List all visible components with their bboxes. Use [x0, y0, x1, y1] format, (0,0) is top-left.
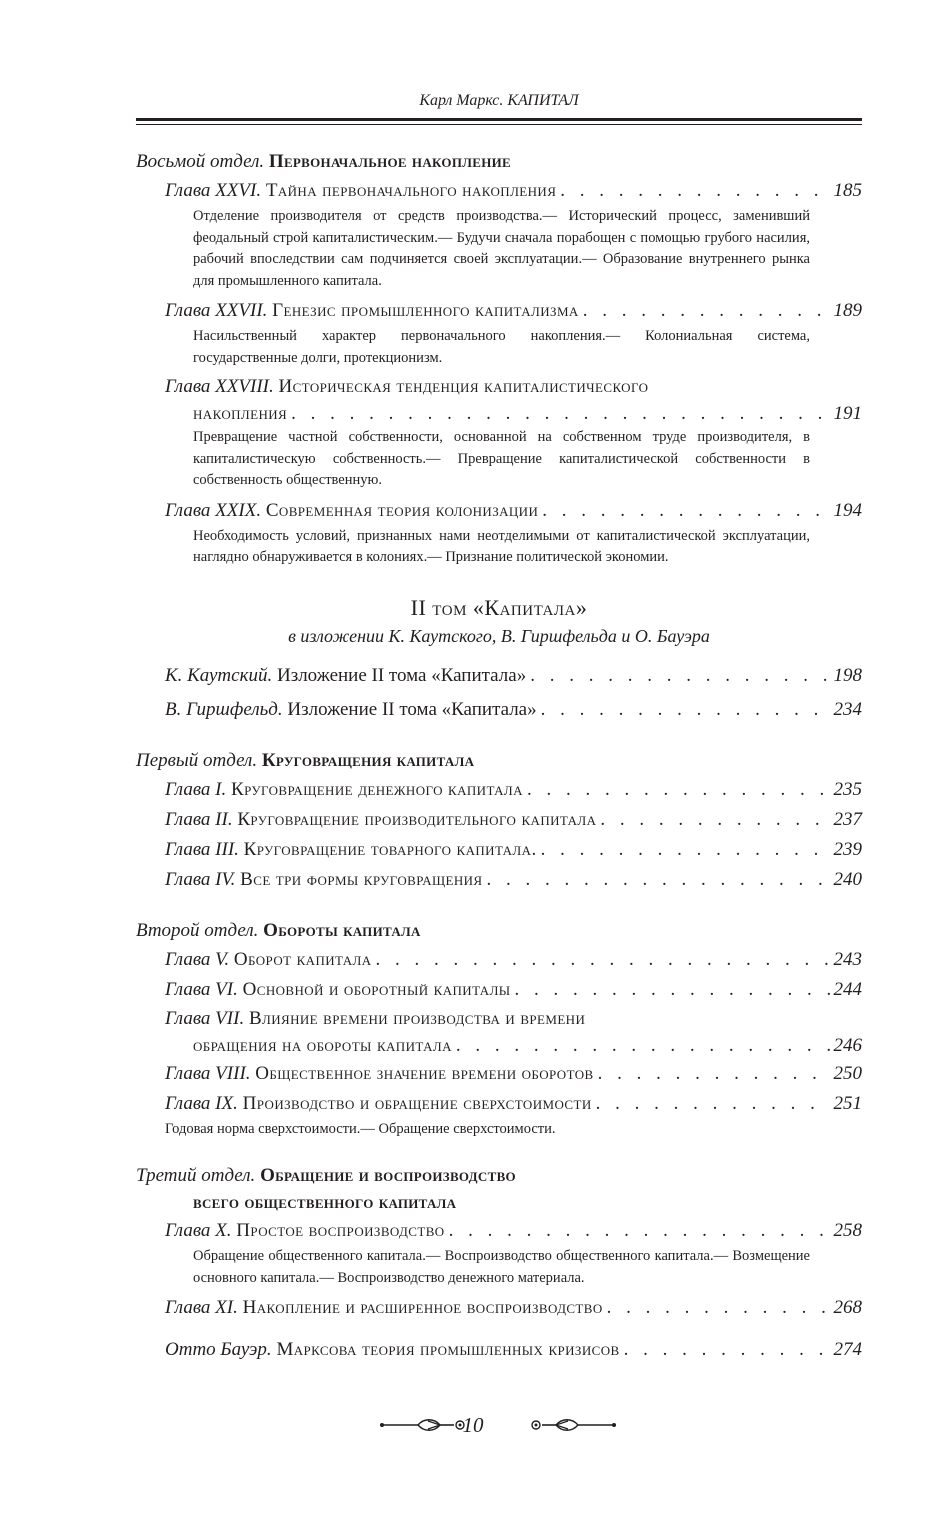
toc-entry[interactable]: Глава XXVI. Тайна первоначального накопления . . . 185 [136, 176, 862, 206]
page-footer [0, 1410, 946, 1440]
toc-entry-line[interactable]: Глава XXVIII. Историческая тенденция капиталистического [165, 376, 649, 397]
running-head: Карл Маркс. КАПИТАЛ [419, 92, 579, 109]
header-rule-thin [136, 124, 862, 125]
page-number: 251 [833, 1092, 862, 1114]
toc-entry[interactable]: К. Каутский. Изложение II тома «Капитала» . . . 198 [136, 661, 862, 691]
leader-dots [598, 1059, 830, 1089]
page-number: 274 [833, 1339, 862, 1360]
toc-entry[interactable]: Отто Бауэр. Марксова теория промышленных кризисов . . . 274 [136, 1335, 862, 1365]
leader-dots [600, 805, 829, 835]
section-title-cont: всего общественного капитала [193, 1192, 457, 1213]
table-of-contents [136, 148, 862, 1365]
page-number: 189 [833, 300, 862, 321]
toc-entry[interactable]: Глава IX. Производство и обращение сверхстоимости . . . 251 [136, 1089, 862, 1119]
leader-dots [541, 695, 830, 725]
chapter-description: Необходимость условий, признанных нами неотделимыми от капиталистической эксплуатации, наглядно обнаруживается в колониях.— Признание политической экономии. [193, 527, 810, 565]
leader-dots [583, 296, 830, 326]
page-number: 239 [833, 838, 862, 860]
toc-entry[interactable]: Глава III. Круговращение товарного капитала. . . . 239 [136, 835, 862, 865]
toc-entry[interactable]: Глава VI. Основной и оборотный капиталы . . . 244 [136, 975, 862, 1005]
page-number: 243 [833, 948, 862, 970]
page-number: 185 [833, 180, 862, 201]
page-number: 234 [833, 698, 862, 720]
page-number: 235 [833, 778, 862, 800]
page-number: 268 [833, 1297, 862, 1318]
ornament-right-icon [528, 1416, 618, 1434]
toc-entry[interactable]: Глава XI. Накопление и расширенное воспроизводство . . . 268 [136, 1293, 862, 1323]
leader-dots [456, 1033, 830, 1059]
section-title: Первый отдел. Круговращения капитала [136, 749, 475, 771]
chapter-description: Насильственный характер первоначального накопления.— Колониальная система, государственные долги, протекционизм. [193, 328, 810, 366]
leader-dots [624, 1335, 830, 1365]
chapter-description: Отделение производителя от средств производства.— Исторический процесс, заменивший феодальный строй капиталистическим.— Будучи сначала порабощен с помощью грубого насилия, рабочий впоследствии сам подчиняется своей эксплуатации.— Образование внутреннего рынка для промышленного капитала. [193, 208, 810, 289]
toc-entry[interactable]: Глава VIII. Общественное значение времени оборотов . . . 250 [136, 1059, 862, 1089]
page-number: 194 [833, 499, 862, 521]
toc-entry[interactable]: Глава I. Круговращение денежного капитала . . . 235 [136, 775, 862, 805]
page-number: 240 [833, 868, 862, 890]
toc-entry[interactable]: Глава XXVII. Генезис промышленного капитализма . . . 189 [136, 296, 862, 326]
toc-entry[interactable]: Глава II. Круговращение производительного капитала . . . 237 [136, 805, 862, 835]
page-number: 250 [833, 1062, 862, 1084]
page-number: 258 [833, 1220, 862, 1241]
leader-dots [527, 775, 830, 805]
leader-dots [560, 176, 829, 206]
chapter-description: Превращение частной собственности, основанной на собственном труде производителя, в капиталистическую собственность.— Превращение капиталистической собственности в собственность общественную. [193, 429, 810, 488]
leader-dots [291, 401, 829, 427]
leader-dots [596, 1089, 830, 1119]
toc-entry[interactable]: Глава XXIX. Современная теория колонизации . . . 194 [136, 496, 862, 526]
chapter-description: Обращение общественного капитала.— Воспроизводство общественного капитала.— Возмещение основного капитала.— Воспроизводство денежного материала. [193, 1248, 810, 1286]
leader-dots [487, 865, 830, 895]
toc-entry[interactable]: накопления . . . 191 [136, 401, 862, 427]
leader-dots [542, 496, 829, 526]
chapter-description: Годовая норма сверхстоимости.— Обращение сверхстоимости. [165, 1120, 556, 1137]
section-title: Второй отдел. Обороты капитала [136, 919, 421, 941]
toc-entry-line[interactable]: Глава VII. Влияние времени производства и времени [165, 1007, 586, 1029]
volume-title: II том «Капитала» [410, 594, 588, 620]
leader-dots [449, 1216, 830, 1246]
header-rule-thick [136, 118, 862, 121]
toc-entry[interactable]: Глава X. Простое воспроизводство . . . 258 [136, 1216, 862, 1246]
section-title: Восьмой отдел. Первоначальное накопление [136, 151, 512, 172]
toc-entry[interactable]: Глава V. Оборот капитала . . . 243 [136, 945, 862, 975]
page-number: 198 [833, 664, 862, 686]
volume-subtitle: в изложении К. Каутского, В. Гиршфельда и О. Бауэра [288, 625, 710, 646]
toc-entry[interactable]: обращения на обороты капитала . . . 246 [136, 1033, 862, 1059]
page-folio: 10 [462, 1413, 484, 1437]
page-number: 237 [833, 808, 862, 830]
page-number: 244 [833, 978, 862, 1000]
toc-entry[interactable]: В. Гиршфельд. Изложение II тома «Капитала» . . . 234 [136, 695, 862, 725]
leader-dots [376, 945, 830, 975]
section-title: Третий отдел. Обращение и воспроизводство [136, 1165, 516, 1186]
toc-entry[interactable]: Глава IV. Все три формы круговращения . . . 240 [136, 865, 862, 895]
leader-dots [607, 1293, 830, 1323]
page-number: 191 [833, 403, 862, 424]
page-number: 246 [833, 1034, 862, 1056]
leader-dots [530, 661, 829, 691]
leader-dots [515, 975, 830, 1005]
leader-dots [541, 835, 830, 865]
